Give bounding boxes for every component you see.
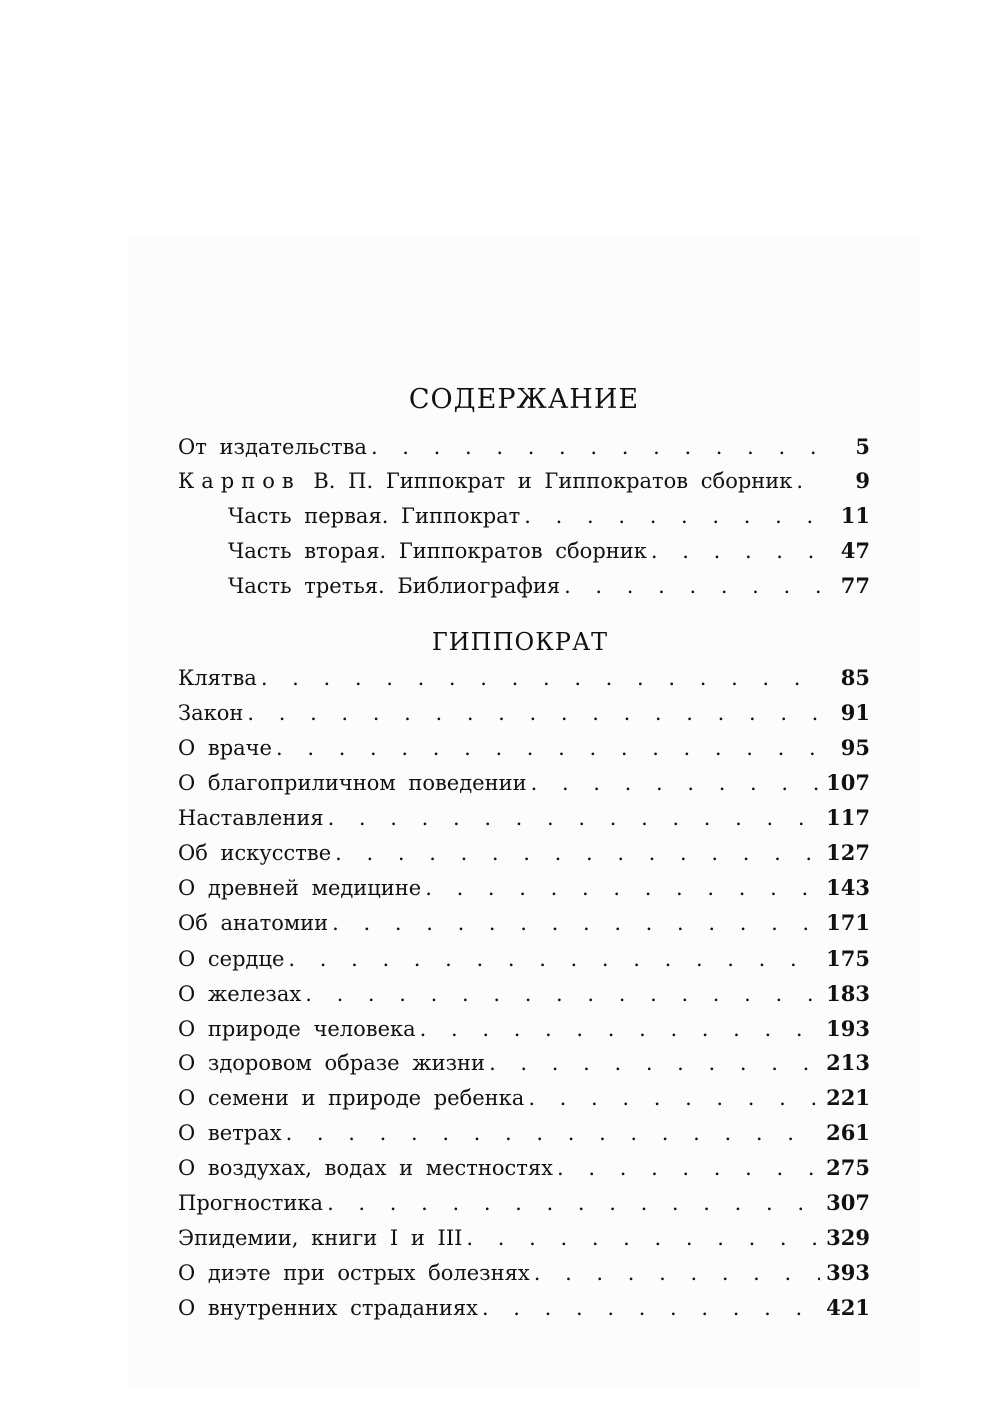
toc-entry-title: Наставления [178, 806, 324, 830]
toc-entry-page: 193 [826, 1016, 870, 1041]
toc-entry-page: 117 [826, 805, 870, 830]
toc-entry-page: 143 [826, 875, 870, 900]
dot-leader [425, 876, 820, 900]
toc-entry-title: Об анатомии [178, 911, 329, 935]
toc-entry[interactable] [178, 468, 870, 500]
dot-leader [564, 574, 826, 598]
dot-leader [420, 1017, 821, 1041]
toc-entry[interactable] [178, 840, 870, 872]
toc-entry-page: 85 [840, 665, 870, 690]
dot-leader [286, 1121, 821, 1145]
toc-entry-title: Клятва [178, 666, 257, 690]
toc-entry[interactable] [178, 910, 870, 942]
toc-entry[interactable] [178, 1225, 870, 1257]
dot-leader [524, 504, 826, 528]
toc-entry-title: О внутренних страданиях [178, 1296, 478, 1320]
dot-leader [482, 1296, 820, 1320]
dot-leader [651, 539, 826, 563]
toc-entry-title: О природе человека [178, 1017, 416, 1041]
toc-entry-page: 421 [826, 1295, 870, 1320]
toc-entry-page: 393 [826, 1260, 870, 1285]
toc-entry[interactable] [178, 434, 870, 466]
dot-leader [261, 666, 826, 690]
toc-entry-title: Об искусстве [178, 841, 332, 865]
dot-leader [796, 469, 826, 493]
toc-entry[interactable] [178, 946, 870, 978]
toc-entry[interactable] [178, 735, 870, 767]
toc-entry-page: 5 [855, 434, 870, 459]
dot-leader [466, 1226, 820, 1250]
page-title: СОДЕРЖАНИЕ [408, 384, 640, 415]
toc-entry-title-text: В. П. Гиппократ и Гиппократов сборник [313, 469, 793, 493]
toc-entry-page: 261 [826, 1120, 870, 1145]
toc-entry-title: О воздухах, водах и местностях [178, 1156, 554, 1180]
toc-entry-title: Часть первая. Гиппократ [228, 504, 521, 528]
toc-entry-title: О древней медицине [178, 876, 422, 900]
toc-entry[interactable] [178, 1016, 870, 1048]
toc-subentry[interactable] [228, 503, 870, 535]
toc-subentry[interactable] [228, 538, 870, 570]
toc-entry-page: 171 [826, 910, 870, 935]
toc-entry-page: 213 [826, 1050, 870, 1075]
toc-entry-title: О враче [178, 736, 272, 760]
toc-entry-page: 183 [826, 981, 870, 1006]
toc-entry-title: О диэте при острых болезнях [178, 1261, 530, 1285]
toc-entry[interactable] [178, 875, 870, 907]
toc-entry[interactable] [178, 1295, 870, 1327]
toc-entry-title: От издательства [178, 435, 367, 459]
dot-leader [305, 982, 820, 1006]
dot-leader [335, 841, 820, 865]
toc-entry-title: О семени и природе ребенка [178, 1086, 525, 1110]
toc-entry[interactable] [178, 1120, 870, 1152]
toc-entry[interactable] [178, 1190, 870, 1222]
dot-leader [371, 435, 826, 459]
toc-entry-title: О железах [178, 982, 302, 1006]
dot-leader [288, 947, 820, 971]
toc-entry-author: Карпов [178, 469, 301, 493]
toc-entry-page: 307 [826, 1190, 870, 1215]
toc-entry-page: 11 [840, 503, 870, 528]
toc-entry-page: 127 [826, 840, 870, 865]
toc-entry-page: 221 [826, 1085, 870, 1110]
toc-entry-page: 95 [840, 735, 870, 760]
toc-entry-title: Часть третья. Библиография [228, 574, 561, 598]
toc-entry[interactable] [178, 1085, 870, 1117]
dot-leader [528, 1086, 820, 1110]
toc-entry-page: 77 [840, 573, 870, 598]
toc-entry-page: 9 [855, 468, 870, 493]
dot-leader [247, 701, 826, 725]
dot-leader [332, 911, 820, 935]
toc-entry[interactable] [178, 1260, 870, 1292]
toc-entry-title: Часть вторая. Гиппократов сборник [228, 539, 647, 563]
toc-subentry[interactable] [228, 573, 870, 605]
toc-entry-title: Закон [178, 701, 244, 725]
toc-entry[interactable] [178, 700, 870, 732]
toc-entry-title: Эпидемии, книги I и III [178, 1226, 463, 1250]
dot-leader [534, 1261, 820, 1285]
dot-leader [327, 1191, 820, 1215]
toc-entry[interactable] [178, 770, 870, 802]
toc-entry[interactable] [178, 981, 870, 1013]
dot-leader [531, 771, 821, 795]
toc-entry-page: 175 [826, 946, 870, 971]
toc-entry[interactable] [178, 1050, 870, 1082]
dot-leader [557, 1156, 820, 1180]
toc-entry-title: О ветрах [178, 1121, 282, 1145]
dot-leader [489, 1051, 820, 1075]
toc-entry-title: О сердце [178, 947, 285, 971]
toc-entry-title: О благоприличном поведении [178, 771, 527, 795]
toc-entry-page: 47 [840, 538, 870, 563]
dot-leader [276, 736, 826, 760]
toc-entry-title: Прогностика [178, 1191, 324, 1215]
toc-entry-title: О здоровом образе жизни [178, 1051, 486, 1075]
toc-entry-page: 275 [826, 1155, 870, 1180]
toc-entry-page: 91 [840, 700, 870, 725]
dot-leader [328, 806, 821, 830]
toc-entry[interactable] [178, 665, 870, 697]
toc-entry-page: 107 [826, 770, 870, 795]
toc-entry-title [178, 469, 792, 493]
section-heading: ГИППОКРАТ [431, 628, 609, 656]
toc-entry[interactable] [178, 1155, 870, 1187]
toc-entry[interactable] [178, 805, 870, 837]
toc-entry-page: 329 [826, 1225, 870, 1250]
